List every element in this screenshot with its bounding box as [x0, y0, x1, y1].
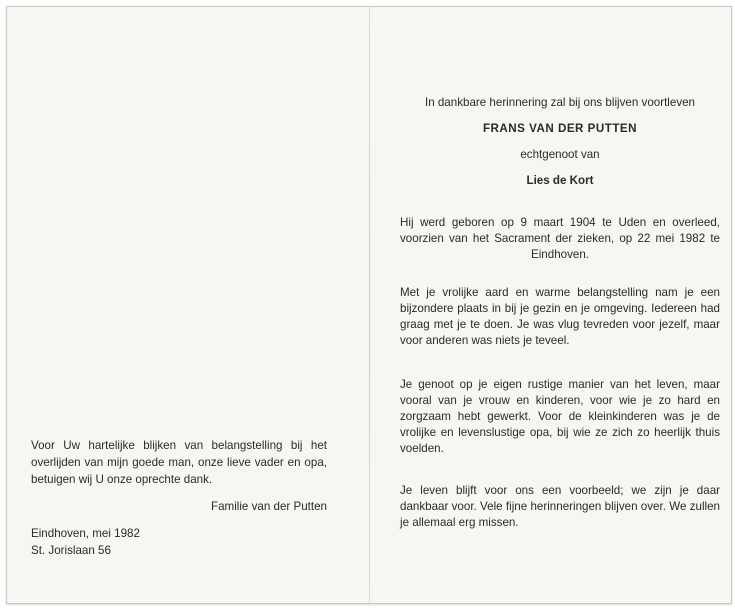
spouse-of-label: echtgenoot van: [520, 148, 600, 161]
place-date: Eindhoven, mei 1982: [31, 527, 140, 540]
thanks-text: Voor Uw hartelijke blijken van belangstelling bij het overlijden van mijn goede man, onze lieve vader en opa, betuigen wij U onze oprechte dank.: [31, 439, 327, 486]
deceased-name: FRANS VAN DER PUTTEN: [482, 122, 638, 135]
memorial-paragraph-2: Je genoot op je eigen rustige manier van het leven, maar vooral van je vrouw en kinderen, voor wie je zo hard en zorgzaam hebt gewerkt. Voor de kleinkinderen was je de vrolijke en levenslustige opa, bij wie ze zich zo heerlijk thuis voelden.: [400, 378, 720, 455]
birth-death-text: Hij werd geboren op 9 maart 1904 te Uden en overleed, voorzien van het Sacrament der zieken, op 22 mei 1982 te Eindhoven.: [400, 216, 720, 261]
memorial-card: [6, 6, 732, 604]
intro-line: In dankbare herinnering zal bij ons blijven voortleven: [424, 96, 696, 109]
address: St. Jorislaan 56: [31, 544, 111, 557]
memorial-paragraph-1: Met je vrolijke aard en warme belangstelling nam je een bijzondere plaats in bij je gezin en je omgeving. Iedereen had graag met je te doen. Je was vlug tevreden voor jezelf, maar voor anderen was niets je teveel.: [400, 286, 720, 347]
right-panel: [400, 95, 720, 531]
family-signature: Familie van der Putten: [211, 500, 327, 513]
spouse-name: Lies de Kort: [526, 174, 594, 187]
card-fold: [369, 7, 370, 603]
memorial-paragraph-3: Je leven blijft voor ons een voorbeeld; we zijn je daar dankbaar voor. Vele fijne herinneringen blijven over. We zullen je allemaal erg missen.: [400, 484, 720, 529]
left-panel: [31, 437, 327, 559]
